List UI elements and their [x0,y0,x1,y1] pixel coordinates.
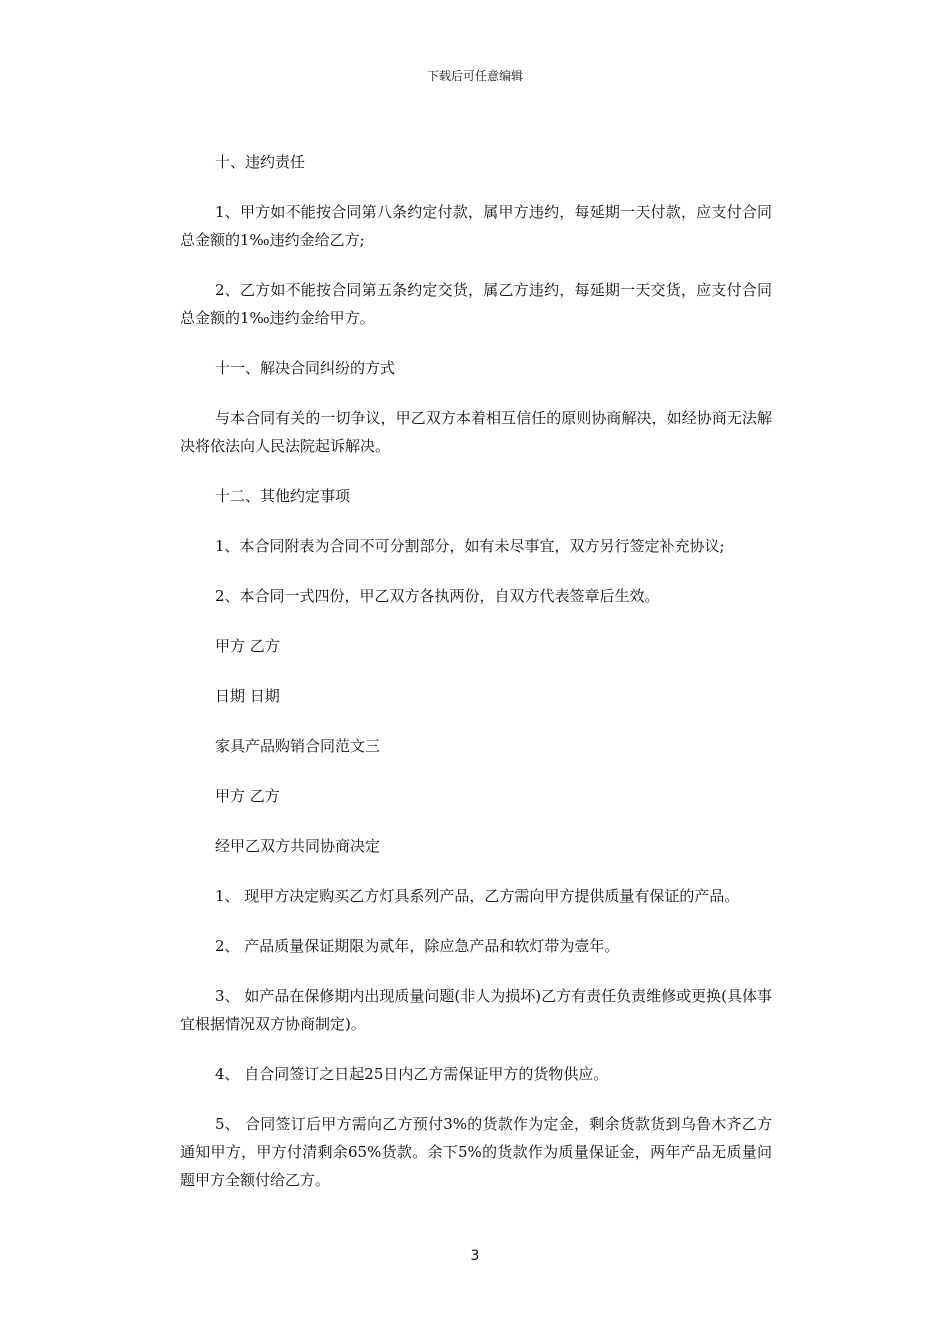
contract-clause-5: 5、 合同签订后甲方需向乙方预付3%的货款作为定金，剩余货款货到乌鲁木齐乙方通知甲方，甲方付清剩余65%货款。余下5%的货款作为质量保证金，两年产品无质量问题甲方全额付给乙方。 [180,1115,772,1189]
section-heading-dispute: 十一、解决合同纠纷的方式 [215,359,396,377]
clause-other-1: 1、本合同附表为合同不可分割部分，如有未尽事宜，双方另行签定补充协议; [215,537,725,555]
contract-title: 家具产品购销合同范文三 [215,737,381,755]
clause-breach-party-b: 2、乙方如不能按合同第五条约定交货，属乙方违约，每延期一天交货，应支付合同总金额的1‰违约金给甲方。 [180,281,772,327]
contract-parties: 甲方 乙方 [215,787,280,805]
document-body [180,148,772,1216]
clause-other-2: 2、本合同一式四份，甲乙双方各执两份，自双方代表签章后生效。 [215,587,660,605]
contract-clause-4: 4、 自合同签订之日起25日内乙方需保证甲方的货物供应。 [215,1065,609,1083]
signature-parties: 甲方 乙方 [215,637,280,655]
page-header: 下载后可任意编辑 [426,69,523,83]
clause-dispute-resolution: 与本合同有关的一切争议，甲乙双方本着相互信任的原则协商解决，如经协商无法解决将依法向人民法院起诉解决。 [180,409,772,455]
contract-clause-1: 1、 现甲方决定购买乙方灯具系列产品，乙方需向甲方提供质量有保证的产品。 [215,887,740,905]
section-heading-other: 十二、其他约定事项 [215,487,351,505]
signature-dates: 日期 日期 [215,687,280,705]
contract-clause-2: 2、 产品质量保证期限为贰年，除应急产品和软灯带为壹年。 [215,937,620,955]
page-number: 3 [470,1248,480,1264]
clause-breach-party-a: 1、甲方如不能按合同第八条约定付款，属甲方违约，每延期一天付款，应支付合同总金额的1‰违约金给乙方; [180,203,772,249]
contract-clause-3: 3、 如产品在保修期内出现质量问题(非人为损坏)乙方有责任负责维修或更换(具体事宜根据情况双方协商制定)。 [180,987,772,1033]
section-heading-breach: 十、违约责任 [215,153,306,171]
contract-preamble: 经甲乙双方共同协商决定 [215,837,381,855]
